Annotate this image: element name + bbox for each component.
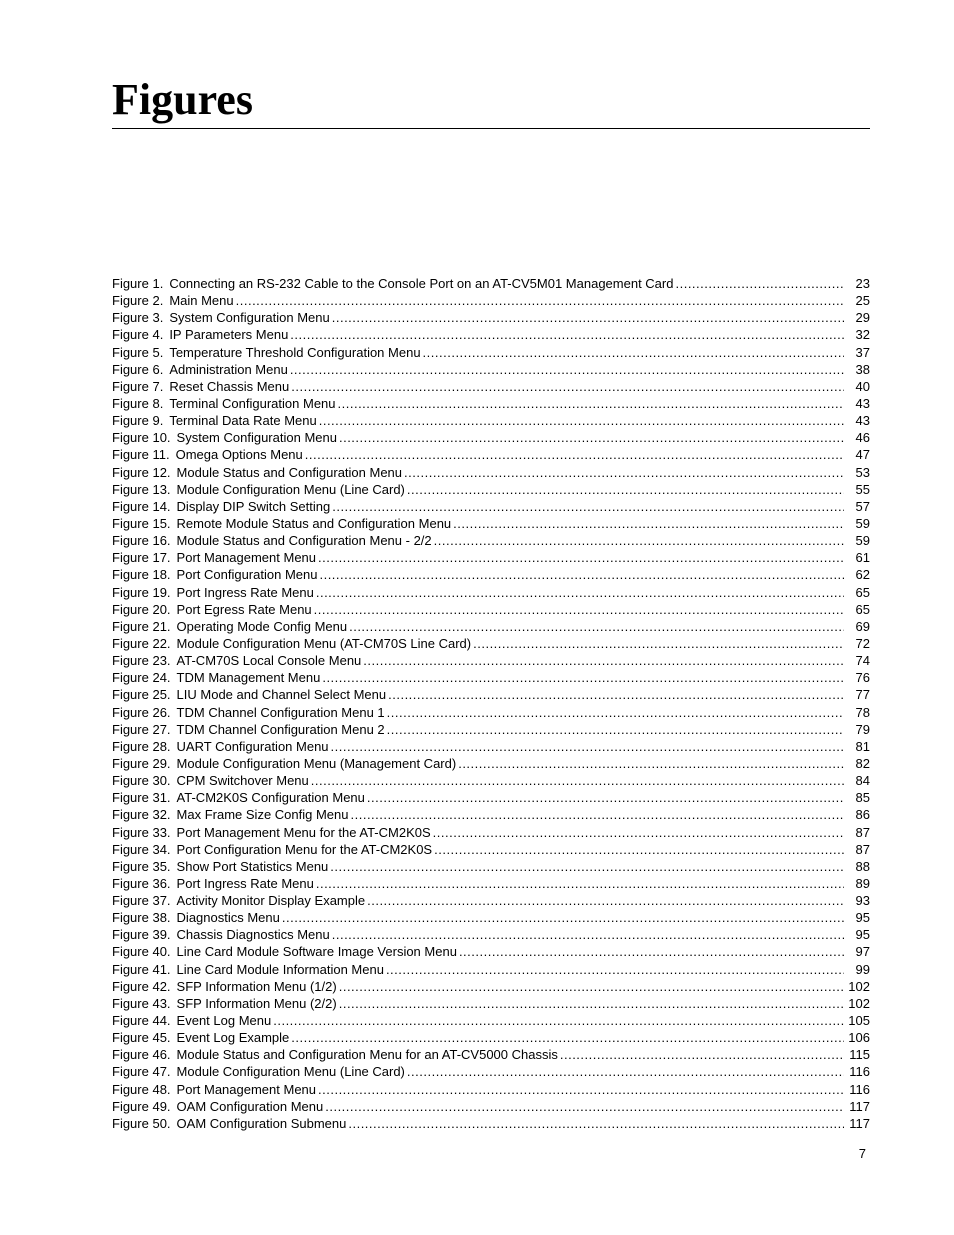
figure-page-number: 32 [855,327,870,343]
figure-page-number: 59 [855,533,870,549]
figure-caption: UART Configuration Menu [176,738,329,754]
figure-page-number: 116 [849,1064,870,1080]
figure-page-number: 115 [849,1047,870,1063]
dot-leader [339,429,844,446]
figure-page-number: 95 [855,927,870,943]
figure-page-number: 61 [855,550,870,566]
figure-caption: Chassis Diagnostics Menu [176,927,330,943]
toc-entry[interactable] [112,635,870,652]
figure-caption: Temperature Threshold Configuration Menu [169,344,421,360]
figure-caption: Display DIP Switch Setting [176,498,331,514]
toc-entry[interactable] [112,1081,870,1098]
toc-entry[interactable] [112,1012,870,1029]
figure-caption: Connecting an RS-232 Cable to the Console Port on an AT-CV5M01 Management Card [169,276,674,291]
figure-caption: Module Configuration Menu (Management Card) [176,755,457,771]
dot-leader [305,446,844,463]
figure-caption: OAM Configuration Menu [176,1098,324,1114]
figure-caption: LIU Mode and Channel Select Menu [176,687,387,703]
figure-page-number: 77 [855,687,870,703]
figure-page-number: 86 [855,807,870,823]
toc-entry[interactable] [112,584,870,601]
figure-number: Figure 37. [112,893,171,909]
figure-number: Figure 38. [112,910,171,926]
toc-entry[interactable] [112,1098,870,1115]
figure-number: Figure 49. [112,1098,171,1114]
page-title: Figures [112,75,253,124]
figure-page-number: 85 [855,790,870,806]
figure-caption: Main Menu [169,293,234,309]
figure-caption: Terminal Configuration Menu [169,395,336,411]
figure-number: Figure 46. [112,1047,171,1063]
figure-number: Figure 34. [112,841,171,857]
figure-number: Figure 25. [112,687,171,703]
figure-caption: Port Ingress Rate Menu [176,875,314,891]
toc-entry[interactable] [112,1046,870,1063]
figure-page-number: 78 [855,704,870,720]
figure-number: Figure 24. [112,670,171,686]
figure-number: Figure 14. [112,498,171,514]
figure-number: Figure 19. [112,584,171,600]
figure-caption: Line Card Module Information Menu [176,961,384,977]
figure-caption: Omega Options Menu [175,447,303,463]
figure-caption: Remote Module Status and Configuration Menu [176,515,452,531]
toc-entry[interactable] [112,669,870,686]
figure-caption: AT-CM2K0S Configuration Menu [176,790,365,806]
figure-page-number: 65 [855,584,870,600]
list-of-figures [112,275,870,1132]
figure-page-number: 117 [849,1115,870,1131]
figure-page-number: 57 [855,498,870,514]
figure-number: Figure 5. [112,344,164,360]
figure-number: Figure 40. [112,944,171,960]
figure-page-number: 69 [855,618,870,634]
toc-entry[interactable] [112,498,870,515]
dot-leader [314,601,844,618]
figure-number: Figure 4. [112,327,164,343]
figure-number: Figure 32. [112,807,171,823]
dot-leader [348,1115,844,1132]
figure-number: Figure 3. [112,310,164,326]
figure-page-number: 106 [848,1030,870,1046]
figure-page-number: 43 [855,413,870,429]
figure-number: Figure 35. [112,858,171,874]
dot-leader [363,652,844,669]
toc-entry[interactable] [112,943,870,960]
dot-leader [318,1081,844,1098]
dot-leader [332,498,844,515]
figure-caption: TDM Channel Configuration Menu 2 [176,721,385,737]
toc-entry[interactable] [112,292,870,309]
toc-entry[interactable] [112,721,870,738]
toc-entry[interactable] [112,549,870,566]
figure-number: Figure 48. [112,1081,171,1097]
figure-page-number: 72 [855,635,870,651]
toc-entry[interactable] [112,361,870,378]
figure-page-number: 102 [848,978,870,994]
dot-leader [273,1012,844,1029]
figure-number: Figure 7. [112,378,164,394]
dot-leader [367,789,844,806]
dot-leader [349,618,844,635]
figure-number: Figure 39. [112,927,171,943]
figure-page-number: 55 [855,481,870,497]
dot-leader [316,584,844,601]
toc-entry[interactable] [112,978,870,995]
toc-entry[interactable] [112,275,870,292]
figure-number: Figure 31. [112,790,171,806]
toc-entry[interactable] [112,1029,870,1046]
figure-number: Figure 47. [112,1064,171,1080]
figure-caption: Module Status and Configuration Menu [176,464,403,480]
dot-leader [332,926,844,943]
figure-page-number: 76 [855,670,870,686]
toc-entry[interactable] [112,841,870,858]
toc-entry[interactable] [112,429,870,446]
figure-page-number: 117 [849,1098,870,1114]
figure-caption: System Configuration Menu [169,310,330,326]
dot-leader [675,275,844,292]
figure-page-number: 105 [848,1013,870,1029]
dot-leader [434,532,844,549]
figure-caption: IP Parameters Menu [169,327,289,343]
figure-number: Figure 33. [112,824,171,840]
figure-caption: Module Configuration Menu (AT-CM70S Line Card) [176,635,472,651]
figure-caption: Module Status and Configuration Menu for an AT-CV5000 Chassis [176,1047,558,1063]
figure-number: Figure 17. [112,550,171,566]
figure-number: Figure 28. [112,738,171,754]
toc-entry[interactable] [112,892,870,909]
dot-leader [332,309,844,326]
figure-caption: Activity Monitor Display Example [176,893,366,909]
dot-leader [236,292,844,309]
figure-caption: Administration Menu [169,361,288,377]
figure-page-number: 25 [855,293,870,309]
dot-leader [319,412,844,429]
dot-leader [291,1029,844,1046]
toc-entry[interactable] [112,806,870,823]
figure-number: Figure 29. [112,755,171,771]
figure-caption: SFP Information Menu (1/2) [176,978,337,994]
figure-page-number: 81 [855,738,870,754]
figure-number: Figure 8. [112,395,164,411]
toc-entry[interactable] [112,515,870,532]
figure-number: Figure 9. [112,413,164,429]
dot-leader [330,858,844,875]
figure-page-number: 38 [855,361,870,377]
toc-entry[interactable] [112,926,870,943]
figure-number: Figure 41. [112,961,171,977]
figure-number: Figure 16. [112,533,171,549]
figure-caption: Max Frame Size Config Menu [176,807,349,823]
toc-entry[interactable] [112,446,870,463]
figure-caption: SFP Information Menu (2/2) [176,995,337,1011]
dot-leader [387,721,844,738]
figure-page-number: 79 [855,721,870,737]
figure-page-number: 47 [855,447,870,463]
figure-number: Figure 2. [112,293,164,309]
figure-caption: Reset Chassis Menu [169,378,290,394]
dot-leader [339,978,844,995]
figure-caption: Event Log Example [176,1030,290,1046]
figure-page-number: 29 [855,310,870,326]
figure-number: Figure 20. [112,601,171,617]
toc-entry[interactable] [112,395,870,412]
page-number: 7 [858,1146,866,1161]
figure-number: Figure 12. [112,464,171,480]
dot-leader [560,1046,844,1063]
dot-leader [338,395,844,412]
figure-page-number: 74 [855,653,870,669]
dot-leader [404,464,844,481]
figure-number: Figure 45. [112,1030,171,1046]
figure-page-number: 93 [855,893,870,909]
toc-entry[interactable] [112,309,870,326]
dot-leader [290,361,844,378]
figure-page-number: 97 [855,944,870,960]
dot-leader [433,824,844,841]
figure-caption: Port Management Menu for the AT-CM2K0S [176,824,431,840]
figure-caption: Module Configuration Menu (Line Card) [176,481,405,497]
figure-number: Figure 6. [112,361,164,377]
figure-number: Figure 26. [112,704,171,720]
figure-number: Figure 10. [112,430,171,446]
toc-entry[interactable] [112,566,870,583]
toc-entry[interactable] [112,1115,870,1132]
figure-page-number: 46 [855,430,870,446]
figure-caption: TDM Management Menu [176,670,321,686]
dot-leader [325,1098,844,1115]
figure-caption: Port Management Menu [176,550,317,566]
dot-leader [423,344,844,361]
dot-leader [387,704,844,721]
dot-leader [311,772,844,789]
dot-leader [322,669,844,686]
figure-number: Figure 27. [112,721,171,737]
dot-leader [339,995,844,1012]
toc-entry[interactable] [112,326,870,343]
figure-caption: OAM Configuration Submenu [176,1115,347,1131]
figure-caption: Line Card Module Software Image Version Menu [176,944,457,960]
dot-leader [453,515,844,532]
dot-leader [319,566,844,583]
toc-entry[interactable] [112,875,870,892]
figure-page-number: 102 [848,995,870,1011]
figure-caption: Port Ingress Rate Menu [176,584,314,600]
toc-entry[interactable] [112,909,870,926]
figure-caption: Show Port Statistics Menu [176,858,329,874]
figure-page-number: 40 [855,378,870,394]
toc-entry[interactable] [112,704,870,721]
figure-number: Figure 15. [112,515,171,531]
toc-entry[interactable] [112,738,870,755]
dot-leader [386,961,844,978]
toc-entry[interactable] [112,772,870,789]
figure-page-number: 99 [855,961,870,977]
figure-caption: CPM Switchover Menu [176,773,309,789]
figure-caption: Port Configuration Menu [176,567,318,583]
figure-page-number: 62 [855,567,870,583]
figure-caption: Port Configuration Menu for the AT-CM2K0S [176,841,433,857]
toc-entry[interactable] [112,618,870,635]
toc-entry[interactable] [112,481,870,498]
figure-caption: Port Management Menu [176,1081,317,1097]
figure-caption: Operating Mode Config Menu [176,618,348,634]
figure-number: Figure 50. [112,1115,171,1131]
dot-leader [473,635,844,652]
figure-page-number: 87 [855,841,870,857]
toc-entry[interactable] [112,532,870,549]
toc-entry[interactable] [112,412,870,429]
toc-entry[interactable] [112,464,870,481]
dot-leader [331,738,844,755]
figure-number: Figure 22. [112,635,171,651]
figure-page-number: 89 [855,875,870,891]
dot-leader [407,481,844,498]
dot-leader [367,892,844,909]
figure-page-number: 116 [849,1081,870,1097]
figure-caption: AT-CM70S Local Console Menu [176,653,362,669]
figure-page-number: 59 [855,515,870,531]
toc-entry[interactable] [112,995,870,1012]
title-divider [112,128,870,129]
toc-entry[interactable] [112,961,870,978]
figure-number: Figure 18. [112,567,171,583]
figure-caption: Event Log Menu [176,1013,272,1029]
figure-number: Figure 42. [112,978,171,994]
figure-caption: Port Egress Rate Menu [176,601,312,617]
figure-caption: Terminal Data Rate Menu [169,413,317,429]
dot-leader [407,1063,844,1080]
toc-entry[interactable] [112,601,870,618]
dot-leader [459,943,844,960]
figure-caption: Module Configuration Menu (Line Card) [176,1064,405,1080]
dot-leader [290,326,844,343]
toc-entry[interactable] [112,1063,870,1080]
dot-leader [351,806,845,823]
figure-page-number: 82 [855,755,870,771]
toc-entry[interactable] [112,858,870,875]
dot-leader [458,755,844,772]
figure-page-number: 84 [855,773,870,789]
figure-caption: Diagnostics Menu [176,910,280,926]
toc-entry[interactable] [112,652,870,669]
figure-number: Figure 11. [112,447,170,463]
figure-number: Figure 21. [112,618,171,634]
dot-leader [318,549,844,566]
figure-page-number: 43 [855,395,870,411]
toc-entry[interactable] [112,824,870,841]
figure-number: Figure 13. [112,481,171,497]
figure-caption: Module Status and Configuration Menu - 2/2 [176,533,432,549]
figure-page-number: 88 [855,858,870,874]
dot-leader [434,841,844,858]
dot-leader [291,378,844,395]
toc-entry[interactable] [112,789,870,806]
figure-page-number: 37 [855,344,870,360]
dot-leader [282,909,844,926]
figure-number: Figure 1. [112,276,164,291]
dot-leader [316,875,844,892]
figure-page-number: 65 [855,601,870,617]
toc-entry[interactable] [112,344,870,361]
figure-number: Figure 30. [112,773,171,789]
figure-caption: System Configuration Menu [176,430,337,446]
figure-page-number: 95 [855,910,870,926]
figure-caption: TDM Channel Configuration Menu 1 [176,704,385,720]
figure-number: Figure 43. [112,995,171,1011]
toc-entry[interactable] [112,686,870,703]
toc-entry[interactable] [112,378,870,395]
figure-number: Figure 36. [112,875,171,891]
toc-entry[interactable] [112,755,870,772]
figure-page-number: 53 [855,464,870,480]
figure-page-number: 87 [855,824,870,840]
dot-leader [388,686,844,703]
figure-page-number: 23 [855,276,870,291]
figure-number: Figure 23. [112,653,171,669]
figure-number: Figure 44. [112,1013,171,1029]
